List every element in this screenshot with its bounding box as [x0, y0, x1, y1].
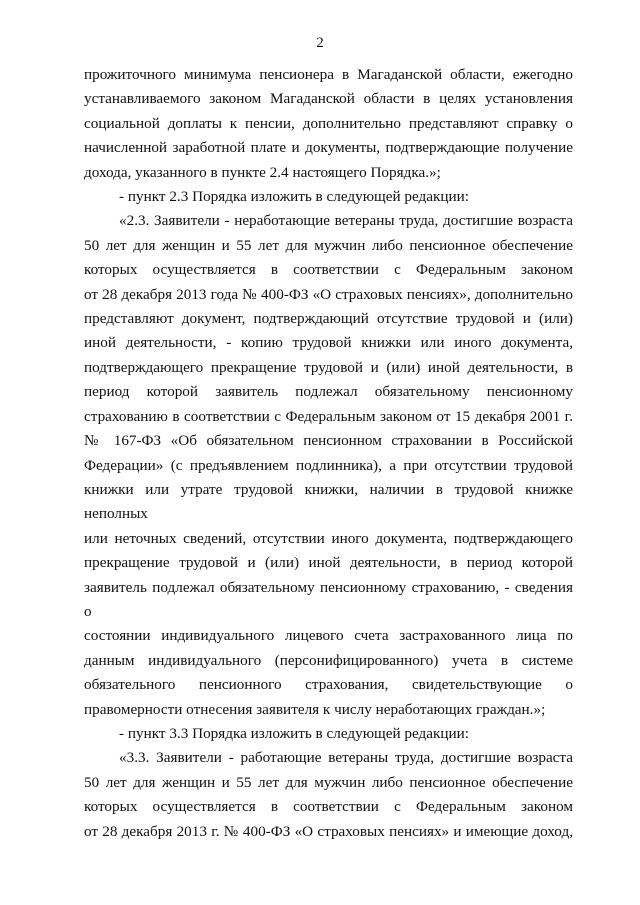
paragraph-item-2-3-intro: [84, 185, 573, 209]
text-line: период которой заявитель подлежал обязательному пенсионному: [84, 383, 573, 401]
text-line: обязательного пенсионного страхования, свидетельствующие о: [84, 676, 573, 694]
text-line: от 28 декабря 2013 г. № 400-ФЗ «О страховых пенсиях» и имеющие доход,: [84, 822, 573, 840]
text-line: № 167-ФЗ «Об обязательном пенсионном страховании в Российской: [84, 432, 573, 450]
text-line: прожиточного минимума пенсионера в Магаданской области, ежегодно: [84, 66, 573, 83]
page-number: 2: [316, 35, 324, 51]
text-line: Федерации» (с предъявлением подлинника), а при отсутствии трудовой: [84, 456, 573, 474]
text-line: заявитель подлежал обязательному пенсионному страхованию, - сведения о: [84, 578, 573, 620]
text-line: подтверждающего прекращение трудовой и (или) иной деятельности, в: [84, 358, 573, 376]
paragraph-item-3-3: [84, 746, 573, 844]
text-line: дохода, указанного в пункте 2.4 настоящего Порядка.»;: [84, 163, 441, 181]
text-line: 50 лет для женщин и 55 лет для мужчин либо пенсионное обеспечение: [84, 236, 573, 254]
text-line: данным индивидуального (персонифицированного) учета в системе: [84, 651, 573, 669]
text-line: правомерности отнесения заявителя к числу неработающих граждан.»;: [84, 700, 546, 718]
text-line: 50 лет для женщин и 55 лет для мужчин либо пенсионное обеспечение: [84, 773, 573, 791]
text-line: книжки или утрате трудовой книжки, наличии в трудовой книжке неполных: [84, 480, 573, 523]
document-body: [84, 63, 573, 844]
text-line: которых осуществляется в соответствии с Федеральным законом: [84, 261, 573, 279]
text-line: представляют документ, подтверждающий отсутствие трудовой и (или): [84, 310, 573, 328]
text-line: - пункт 3.3 Порядка изложить в следующей редакции:: [119, 724, 469, 742]
text-line: иной деятельности, - копию трудовой книжки или иного документа,: [84, 334, 573, 352]
text-line: устанавливаемого законом Магаданской области в целях установления: [84, 90, 573, 108]
text-line: от 28 декабря 2013 года № 400-ФЗ «О страховых пенсиях», дополнительно: [84, 285, 573, 303]
text-line: страхованию в соответствии с Федеральным законом от 15 декабря 2001 г.: [84, 407, 573, 425]
text-line: состоянии индивидуального лицевого счета застрахованного лица по: [84, 627, 573, 645]
text-line: которых осуществляется в соответствии с Федеральным законом: [84, 798, 573, 816]
text-line: «2.3. Заявители - неработающие ветераны труда, достигшие возраста: [119, 212, 573, 230]
text-line: социальной доплаты к пенсии, дополнительно представляют справку о: [84, 114, 573, 132]
text-line: начисленной заработной плате и документы, подтверждающие получение: [84, 139, 573, 157]
paragraph-item-2-3: [84, 209, 573, 722]
paragraph-1-continuation: [84, 63, 573, 185]
text-line: «3.3. Заявители - работающие ветераны труда, достигшие возраста: [119, 749, 573, 767]
text-line: или неточных сведений, отсутствии иного документа, подтверждающего: [84, 529, 573, 547]
text-line: прекращение трудовой и (или) иной деятельности, в период которой: [84, 554, 573, 572]
text-line: - пункт 2.3 Порядка изложить в следующей редакции:: [119, 188, 469, 206]
paragraph-item-3-3-intro: [84, 722, 573, 746]
